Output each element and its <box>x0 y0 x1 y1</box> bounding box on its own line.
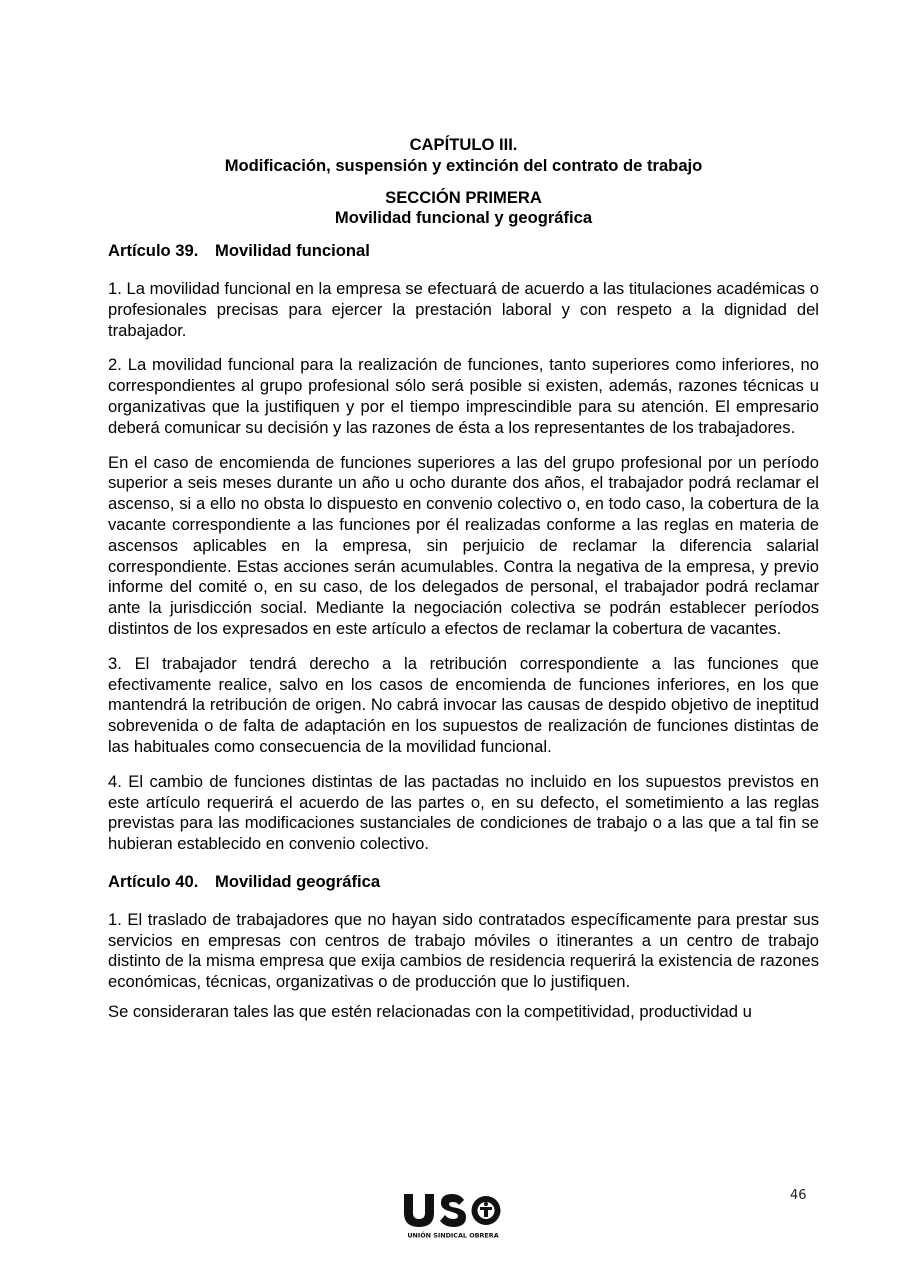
page-number: 46 <box>790 1188 807 1203</box>
article-39-title: Movilidad funcional <box>215 241 370 261</box>
article-39-paragraph-4: 3. El trabajador tendrá derecho a la retribución correspondiente a las funciones que efectivamente realice, salvo en los casos de encomienda de funciones inferiores, en los que mantendrá la retribución de origen. No cabrá invocar las causas de despido objetivo de ineptitud sobrevenida o de falta de adaptación en los supuestos de realización de funciones distintas de las habituales como consecuencia de la movilidad funcional. <box>108 653 819 756</box>
chapter-title: Modificación, suspensión y extinción del contrato de trabajo <box>224 155 703 175</box>
article-39-heading <box>108 241 819 262</box>
article-39-number: Artículo 39. <box>108 241 199 261</box>
article-40-heading <box>108 872 819 893</box>
section-title: Movilidad funcional y geográfica <box>334 208 593 228</box>
uso-logo-icon <box>400 1190 506 1242</box>
article-40-paragraph-2: Se consideraran tales las que estén relacionadas con la competitividad, productividad u <box>108 1001 752 1021</box>
uso-logo <box>400 1190 506 1242</box>
article-40-paragraph-1: 1. El traslado de trabajadores que no hayan sido contratados específicamente para prestar sus servicios en empresas con centros de trabajo móviles o itinerantes a un centro de trabajo distinto de la misma empresa que exija cambios de residencia requerirá la existencia de razones económicas, técnicas, organizativas o de producción que lo justifiquen. <box>108 909 819 992</box>
page-content <box>108 135 819 1023</box>
article-39-paragraph-1: 1. La movilidad funcional en la empresa se efectuará de acuerdo a las titulaciones académicas o profesionales precisas para ejercer la prestación laboral y con respeto a la dignidad del trabajador. <box>108 278 819 340</box>
section-heading <box>108 188 819 230</box>
article-40-number: Artículo 40. <box>108 871 199 891</box>
article-39-paragraph-3: En el caso de encomienda de funciones superiores a las del grupo profesional por un período superior a seis meses durante un año u ocho durante dos años, el trabajador podrá reclamar el ascenso, si a ello no obsta lo dispuesto en convenio colectivo o, en todo caso, la cobertura de la vacante correspondiente a las funciones por él realizadas conforme a las reglas en materia de ascensos aplicables en la empresa, sin perjuicio de reclamar la diferencia salarial correspondiente. Estas acciones serán acumulables. Contra la negativa de la empresa, y previo informe del comité o, en su caso, de los delegados de personal, el trabajador podrá reclamar ante la jurisdicción social. Mediante la negociación colectiva se podrán establecer períodos distintos de los expresados en este artículo a efectos de reclamar la cobertura de vacantes. <box>108 452 819 638</box>
logo-subtitle: UNIÓN SINDICAL OBRERA <box>407 1231 499 1240</box>
chapter-heading <box>108 135 819 177</box>
article-40-title: Movilidad geográfica <box>215 871 381 891</box>
article-39-paragraph-5: 4. El cambio de funciones distintas de las pactadas no incluido en los supuestos previstos en este artículo requerirá el acuerdo de las partes o, en su defecto, el sometimiento a las reglas previstas para las modificaciones sustanciales de condiciones de trabajo o a las que a tal fin se hubieran establecido en convenio colectivo. <box>108 771 819 854</box>
article-39-paragraph-2: 2. La movilidad funcional para la realización de funciones, tanto superiores como inferiores, no correspondientes al grupo profesional sólo será posible si existen, además, razones técnicas u organizativas que la justifiquen y por el tiempo imprescindible para su atención. El empresario deberá comunicar su decisión y las razones de ésta a los representantes de los trabajadores. <box>108 355 819 437</box>
section-number: SECCIÓN PRIMERA <box>385 187 542 207</box>
chapter-number: CAPÍTULO III. <box>409 135 518 154</box>
